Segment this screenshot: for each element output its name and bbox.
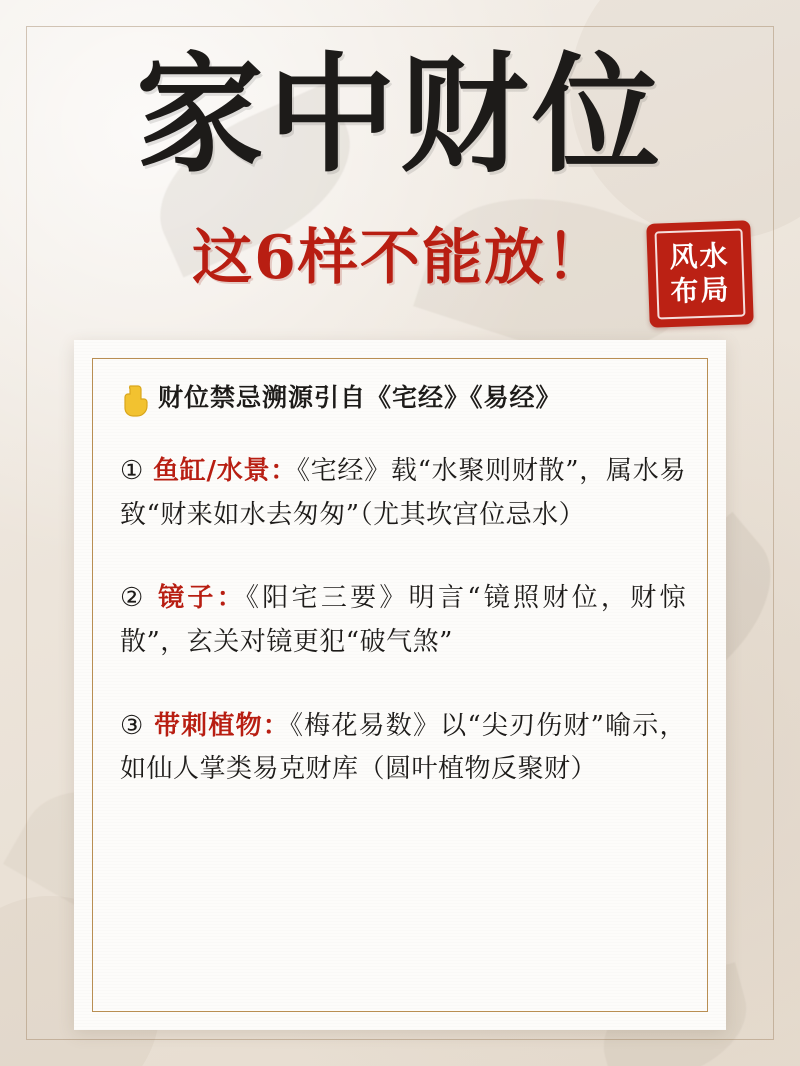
taboo-item-keyword: 鱼缸/水景：: [153, 456, 297, 486]
taboo-item-body: 《宅经》载“水聚则财散”，属水易致“财来如水去匆匆”（尤其坎宫位忌水）: [120, 456, 686, 530]
taboo-item-number: ②: [120, 583, 147, 614]
taboo-item-2: [120, 577, 686, 664]
stamp-line-1: 风水: [668, 238, 730, 274]
taboo-item-3: [120, 705, 686, 792]
fengshui-stamp-badge: [646, 220, 754, 328]
stamp-line-2: 布局: [670, 272, 732, 309]
taboo-item-keyword: 镜子：: [158, 583, 246, 614]
taboo-item-body: 《阳宅三要》明言“镜照财位，财惊散”，玄关对镜更犯“破气煞”: [120, 583, 686, 658]
pointing-hand-down-icon: [120, 384, 150, 418]
stamp-inner-border: [654, 228, 745, 319]
card-body: [120, 382, 686, 990]
taboo-item-body: 《梅花易数》以“尖刃伤财”喻示，如仙人掌类易克财库（圆叶植物反聚财）: [120, 710, 686, 785]
taboo-item-1: [120, 450, 686, 537]
taboo-item-keyword: 带刺植物：: [153, 710, 290, 741]
source-note-row: [120, 382, 686, 416]
content-card: [74, 340, 726, 1030]
taboo-item-number: ①: [120, 456, 145, 486]
source-note-text: 财位禁忌溯源引自《宅经》《易经》: [158, 383, 562, 412]
poster-subheadline: 这6样不能放！: [192, 223, 608, 293]
poster-headline: 家中财位: [135, 40, 664, 190]
taboo-item-number: ③: [120, 710, 145, 741]
